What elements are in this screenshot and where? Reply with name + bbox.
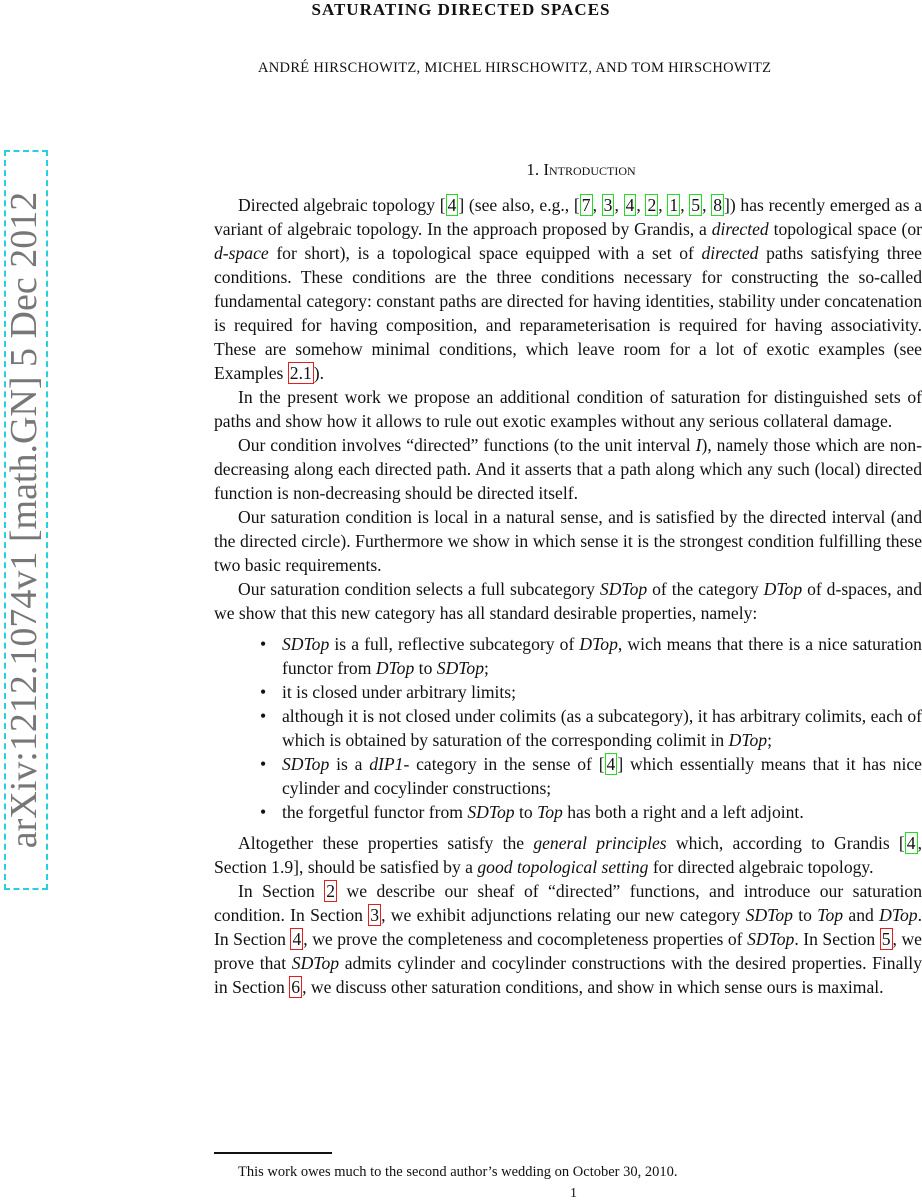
citation-link[interactable]: 4 bbox=[606, 754, 616, 774]
citation-link[interactable]: 1 bbox=[669, 195, 679, 215]
section-heading bbox=[240, 160, 922, 180]
list-item: • it is closed under arbitrary limits; bbox=[282, 680, 922, 704]
section-link[interactable]: 2 bbox=[326, 881, 336, 901]
page-number: 1 bbox=[570, 1186, 577, 1201]
citation-link[interactable]: 8 bbox=[713, 195, 722, 215]
paragraph: In the present work we propose an additional condition of saturation for distinguished sets of paths and show how it allows to rule out exotic examples without any serious collateral damage. bbox=[214, 387, 922, 431]
arxiv-stamp: arXiv:1212.1074v1 [math.GN] 5 Dec 2012 bbox=[3, 191, 45, 849]
crossref-link[interactable]: 2.1 bbox=[289, 363, 312, 383]
section-link[interactable]: 5 bbox=[881, 929, 891, 949]
citation-link[interactable]: 4 bbox=[447, 195, 457, 215]
list-item: • although it is not closed under colimits (as a subcategory), it has arbitrary colimits, each of which is obtained by saturation of the corresponding colimit in DTop; bbox=[282, 704, 922, 752]
list-item: • SDTop is a dIP1- category in the sense of [ 4 ] which essentially means that it has nice cylinder and cocylinder constructions; bbox=[282, 752, 922, 800]
citation-link[interactable]: 3 bbox=[603, 195, 613, 215]
citation-link[interactable]: 4 bbox=[625, 195, 635, 215]
paper-body bbox=[214, 193, 922, 999]
paragraph: Our condition involves “directed” functions (to the unit interval I), namely those which are non-decreasing along each directed path. And it asserts that a path along which any such (local) directed function is non-decreasing should be directed itself. bbox=[214, 435, 922, 503]
citation-link[interactable]: 4 bbox=[906, 833, 916, 853]
footnote: This work owes much to the second author’s wedding on October 30, 2010. bbox=[238, 1164, 678, 1180]
paragraph: Directed algebraic topology [ 4 ] (see also, e.g., [ 7 , 3 , 4 , 2 , 1 , 5 , 8 ]) has recently emerged as a variant of algebraic topology. In the approach proposed by Grandis, a directed topological space (or d-space for short), is a topological space equipped with a set of directed paths satisfying three conditions. These conditions are the three conditions necessary for constructing the so-called fundamental category: constant paths are directed for having identities, stability under concatenation is required for having composition, and reparameterisation is required for having associativity. These are somehow minimal conditions, which leave room for a lot of exotic examples (see Examples 2.1 ). bbox=[214, 195, 922, 383]
list-item: • the forgetful functor from SDTop to Top has both a right and a left adjoint. bbox=[282, 800, 922, 824]
property-list bbox=[214, 632, 922, 824]
paragraph: Our saturation condition selects a full subcategory SDTop of the category DTop of d-spaces, and we show that this new category has all standard desirable properties, namely: bbox=[214, 579, 922, 623]
section-title: Introduction bbox=[543, 160, 636, 179]
citation-link[interactable]: 2 bbox=[647, 195, 657, 215]
section-number: 1. bbox=[526, 160, 540, 179]
section-link[interactable]: 3 bbox=[370, 905, 380, 925]
paragraph: Altogether these properties satisfy the general principles which, according to Grandis [ 4 , Section 1.9], should be satisfied by a good topological setting for directed algebraic topology. bbox=[214, 833, 922, 877]
paper-title: SATURATING DIRECTED SPACES bbox=[311, 0, 611, 19]
citation-link[interactable]: 5 bbox=[691, 195, 701, 215]
footnote-rule bbox=[214, 1152, 332, 1154]
paragraph: Our saturation condition is local in a natural sense, and is satisfied by the directed interval (and the directed circle). Furthermore we show in which sense it is the strongest condition fulfilling these two basic requirements. bbox=[214, 507, 922, 575]
list-item: • SDTop is a full, reflective subcategory of DTop, wich means that there is a nice saturation functor from DTop to SDTop; bbox=[282, 632, 922, 680]
paragraph: In Section 2 we describe our sheaf of “directed” functions, and introduce our saturation condition. In Section 3 , we exhibit adjunctions relating our new category SDTop to Top and DTop. In Section 4 , we prove the completeness and cocompleteness properties of SDTop. In Section 5 , we prove that SDTop admits cylinder and cocylinder constructions with the desired properties. Finally in Section 6 , we discuss other saturation conditions, and show in which sense ours is maximal. bbox=[214, 881, 922, 997]
citation-link[interactable]: 7 bbox=[581, 195, 591, 215]
paper-authors: ANDRÉ HIRSCHOWITZ, MICHEL HIRSCHOWITZ, AND TOM HIRSCHOWITZ bbox=[258, 60, 772, 76]
section-link[interactable]: 6 bbox=[291, 977, 301, 997]
section-link[interactable]: 4 bbox=[292, 929, 302, 949]
